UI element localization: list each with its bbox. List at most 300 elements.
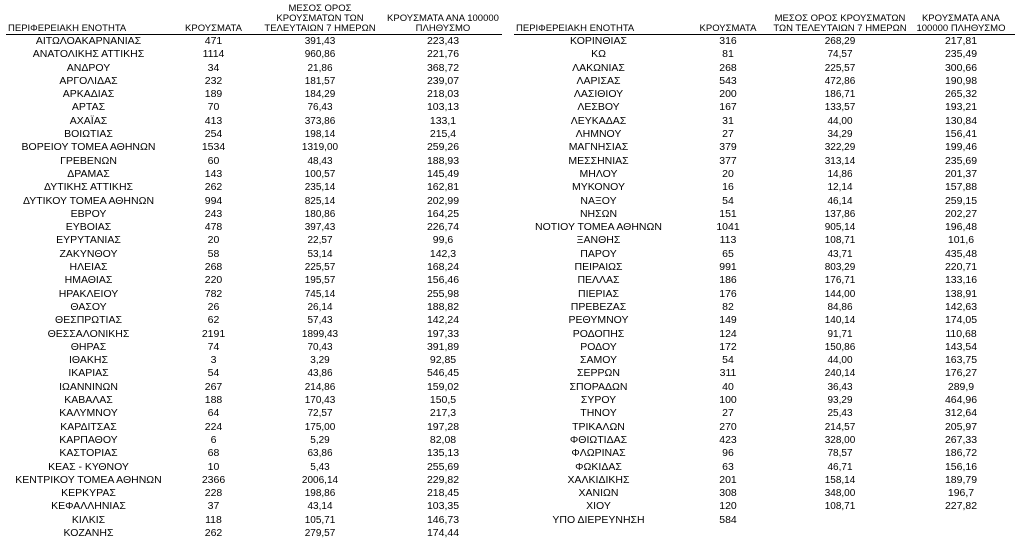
cell-cases: 268: [204, 261, 223, 274]
cell-cases: 6: [210, 433, 217, 446]
cell-per100k: 255,69: [426, 460, 460, 473]
cell-area: ΚΕΦΑΛΛΗΝΙΑΣ: [51, 500, 126, 513]
cell-per100k: 218,03: [426, 88, 460, 101]
cell-avg7: 240,14: [824, 368, 856, 380]
cell-avg7: 181,57: [304, 75, 336, 87]
table-row: [514, 301, 1015, 314]
cell-per100k: 145,49: [426, 167, 460, 180]
cell-area: ΠΡΕΒΕΖΑΣ: [570, 300, 627, 313]
table-row: [514, 35, 1015, 49]
cell-per100k: 223,43: [426, 35, 460, 47]
table-row: [6, 514, 502, 527]
cell-cases: 262: [204, 526, 223, 539]
cell-area: ΚΕΡΚΥΡΑΣ: [61, 487, 116, 500]
cell-cases: 74: [207, 340, 220, 353]
cell-per100k: 110,68: [945, 327, 977, 340]
cell-avg7: 391,43: [304, 36, 336, 47]
cell-avg7: 198,14: [304, 129, 336, 141]
cell-avg7: 825,14: [304, 195, 336, 207]
cell-avg7: 70,43: [307, 341, 333, 353]
cell-area: ΤΡΙΚΑΛΩΝ: [572, 420, 625, 433]
cell-area: ΣΕΡΡΩΝ: [577, 367, 620, 380]
cell-avg7: 186,71: [824, 89, 856, 101]
cell-area: ΓΡΕΒΕΝΩΝ: [60, 154, 117, 167]
cell-area: ΦΛΩΡΙΝΑΣ: [571, 447, 626, 460]
cell-area: ΙΘΑΚΗΣ: [69, 354, 108, 367]
table-row: [6, 500, 502, 513]
cell-per100k: 188,82: [426, 300, 460, 313]
cell-cases: 991: [719, 261, 737, 274]
table-row: [6, 341, 502, 354]
cell-cases: 172: [719, 340, 737, 353]
cell-cases: 65: [722, 247, 734, 260]
cell-avg7: 44,00: [827, 115, 853, 127]
table-row: [514, 195, 1015, 208]
cell-per100k: 157,88: [944, 181, 978, 194]
cell-area: ΜΗΛΟΥ: [579, 167, 618, 180]
cell-area: ΕΥΒΟΙΑΣ: [65, 221, 112, 234]
cell-cases: 994: [204, 194, 223, 207]
cell-avg7: 105,71: [304, 514, 336, 526]
table-row: [6, 527, 502, 540]
cell-cases: 176: [719, 287, 737, 300]
cell-cases: 40: [722, 380, 734, 393]
cell-per100k: 82,08: [429, 433, 457, 446]
cell-cases: 379: [719, 141, 737, 154]
cell-area: ΦΩΚΙΔΑΣ: [575, 460, 622, 473]
table-row: [6, 88, 502, 101]
cell-cases: 10: [207, 460, 220, 473]
cell-cases: 478: [204, 221, 223, 234]
cell-area: ΗΜΑΘΙΑΣ: [64, 274, 113, 287]
cell-area: ΝΑΞΟΥ: [580, 194, 617, 207]
table-row: [6, 208, 502, 221]
table-row: [514, 234, 1015, 247]
table-row: [514, 500, 1015, 513]
table-row: [6, 288, 502, 301]
table-row: [6, 301, 502, 314]
cell-avg7: 235,14: [304, 182, 336, 194]
cell-cases: 113: [719, 234, 737, 247]
cell-per100k: [907, 514, 1015, 527]
cell-per100k: 259,15: [944, 194, 978, 207]
cell-area: ΘΕΣΣΑΛΟΝΙΚΗΣ: [47, 327, 130, 340]
cell-avg7: 34,29: [827, 129, 853, 141]
cell-cases: 1041: [716, 221, 740, 234]
cell-avg7: 745,14: [304, 288, 336, 300]
cell-avg7: 176,71: [824, 275, 856, 287]
table-row: [6, 261, 502, 274]
table-row: [6, 314, 502, 327]
header-cases: ΚΡΟΥΣΜΑΤΑ: [699, 23, 757, 34]
cell-avg7: 225,57: [824, 62, 856, 74]
cell-cases: 316: [719, 35, 737, 47]
cell-per100k: 197,33: [426, 327, 460, 340]
header-per100k: ΚΡΟΥΣΜΑΤΑ ΑΝΑ 100000 ΠΛΗΘΥΣΜΟ: [387, 13, 499, 34]
cell-per100k: 135,13: [426, 447, 460, 460]
cell-area: ΙΚΑΡΙΑΣ: [68, 367, 109, 380]
cell-per100k: 196,48: [944, 221, 978, 234]
cell-cases: 270: [719, 420, 737, 433]
cell-avg7: 12,14: [827, 182, 853, 194]
cell-cases: 2366: [201, 473, 226, 486]
table-row: [6, 274, 502, 287]
table-row: [514, 128, 1015, 141]
cell-cases: 377: [719, 154, 737, 167]
cell-per100k: 188,93: [426, 154, 460, 167]
table-row: [6, 75, 502, 88]
cell-avg7: 180,86: [304, 208, 336, 220]
table-row: [6, 115, 502, 128]
table-row: [514, 447, 1015, 460]
cell-area: ΚΩ: [591, 48, 606, 61]
table-row: [6, 381, 502, 394]
cell-area: ΣΥΡΟΥ: [580, 394, 617, 407]
cell-avg7: 43,71: [827, 248, 853, 260]
cell-avg7: 2006,14: [301, 474, 339, 486]
cell-cases: 60: [207, 154, 220, 167]
cell-area: ΔΥΤΙΚΗΣ ΑΤΤΙΚΗΣ: [43, 181, 134, 194]
cell-avg7: 322,29: [824, 142, 856, 154]
cell-cases: 62: [207, 314, 220, 327]
cell-cases: 268: [719, 61, 737, 74]
cell-avg7: 108,71: [824, 501, 856, 513]
cell-avg7: 63,86: [307, 448, 333, 460]
table-row: [514, 381, 1015, 394]
cell-avg7: 43,86: [307, 368, 333, 380]
cell-per100k: 142,24: [426, 314, 460, 327]
cell-area: ΚΑΡΔΙΤΣΑΣ: [60, 420, 117, 433]
cell-avg7: 140,14: [824, 315, 856, 327]
cell-avg7: 348,00: [824, 488, 856, 500]
cases-table-right: [514, 0, 1015, 527]
cell-avg7: 21,86: [307, 62, 333, 74]
cell-avg7: [773, 514, 907, 527]
cell-per100k: 150,5: [429, 394, 457, 407]
cell-avg7: 1319,00: [301, 142, 339, 154]
cell-per100k: 289,9: [947, 380, 975, 393]
table-row: [514, 155, 1015, 168]
table-row: [6, 248, 502, 261]
table-row: [514, 274, 1015, 287]
table-row: [6, 62, 502, 75]
table-row: [6, 447, 502, 460]
cell-avg7: 144,00: [824, 288, 856, 300]
table-row: [6, 407, 502, 420]
cell-area: ΕΒΡΟΥ: [70, 207, 107, 220]
table-row: [6, 434, 502, 447]
table-row: [514, 115, 1015, 128]
cell-per100k: 229,82: [426, 473, 460, 486]
cell-cases: 1114: [202, 48, 225, 61]
cell-cases: 26: [207, 300, 220, 313]
table-row: [514, 48, 1015, 61]
cell-area: ΧΑΛΚΙΔΙΚΗΣ: [567, 473, 630, 486]
cell-avg7: 46,71: [827, 461, 853, 473]
cell-cases: 63: [722, 460, 734, 473]
cell-area: ΖΑΚΥΝΘΟΥ: [59, 247, 118, 260]
table-row: [6, 48, 502, 61]
table-row: [514, 248, 1015, 261]
header-per100k: ΚΡΟΥΣΜΑΤΑ ΑΝΑ 100000 ΠΛΗΘΥΣΜΟ: [916, 13, 1006, 34]
cell-cases: 82: [722, 300, 734, 313]
cell-per100k: 168,24: [426, 261, 460, 274]
cell-avg7: 328,00: [824, 434, 856, 446]
table-row: [6, 234, 502, 247]
cell-avg7: 108,71: [824, 235, 856, 247]
cell-avg7: 57,43: [307, 315, 333, 327]
cell-per100k: 215,4: [429, 128, 457, 141]
cell-per100k: 546,45: [426, 367, 460, 380]
cell-cases: 54: [207, 367, 220, 380]
table-body-left: [6, 35, 502, 541]
cell-avg7: 198,86: [304, 488, 336, 500]
table-row: [514, 288, 1015, 301]
cell-cases: 54: [722, 354, 734, 367]
table-row: [6, 474, 502, 487]
table-row: [514, 394, 1015, 407]
cell-per100k: 99,6: [432, 234, 454, 247]
cell-per100k: 130,84: [944, 114, 978, 127]
cell-per100k: 235,69: [944, 154, 978, 167]
table-row: [514, 168, 1015, 181]
cell-area: ΞΑΝΘΗΣ: [576, 234, 621, 247]
cell-cases: 64: [207, 407, 220, 420]
cell-cases: 188: [204, 394, 223, 407]
cell-cases: 27: [722, 128, 734, 141]
cell-area: ΘΕΣΠΡΩΤΙΑΣ: [55, 314, 122, 327]
cell-per100k: 220,71: [944, 261, 978, 274]
cell-cases: 37: [207, 500, 220, 513]
table-row: [514, 354, 1015, 367]
table-row: [514, 434, 1015, 447]
table-row: [6, 35, 502, 49]
cell-per100k: 267,33: [944, 433, 978, 446]
cell-cases: 167: [719, 101, 737, 114]
cell-area: ΚΑΣΤΟΡΙΑΣ: [59, 447, 118, 460]
cell-avg7: 36,43: [827, 381, 853, 393]
cell-cases: 413: [204, 114, 223, 127]
cell-cases: 100: [719, 394, 737, 407]
cell-cases: 118: [205, 513, 222, 526]
table-row: [6, 168, 502, 181]
cases-table-left: [6, 0, 502, 540]
cell-per100k: 435,48: [944, 247, 978, 260]
table-row: [514, 328, 1015, 341]
cell-cases: 2191: [201, 327, 226, 340]
cell-avg7: 5,29: [310, 434, 330, 446]
cell-per100k: 197,28: [426, 420, 460, 433]
cell-per100k: 193,21: [944, 101, 978, 114]
cell-per100k: 221,76: [426, 48, 460, 61]
cell-per100k: 202,27: [944, 207, 978, 220]
table-row: [6, 155, 502, 168]
cell-avg7: 26,14: [307, 301, 333, 313]
cell-per100k: 218,45: [426, 487, 460, 500]
cell-area: ΝΗΣΩΝ: [579, 207, 618, 220]
cell-cases: 189: [204, 88, 223, 101]
cell-per100k: 265,32: [944, 88, 978, 101]
cell-cases: 262: [204, 181, 223, 194]
cell-area: ΘΗΡΑΣ: [70, 340, 107, 353]
table-row: [514, 181, 1015, 194]
cell-cases: 584: [719, 513, 737, 526]
cell-cases: 311: [719, 367, 737, 380]
cell-cases: 200: [719, 88, 737, 101]
cell-area: ΠΕΛΛΑΣ: [577, 274, 620, 287]
cell-cases: 20: [722, 167, 734, 180]
table-row: [6, 421, 502, 434]
table-row: [514, 461, 1015, 474]
cell-per100k: 196,7: [947, 487, 975, 500]
cell-cases: 16: [722, 181, 734, 194]
cell-cases: 228: [204, 487, 223, 500]
cell-avg7: 158,14: [824, 474, 856, 486]
cell-avg7: 472,86: [824, 75, 856, 87]
cell-cases: 149: [719, 314, 737, 327]
cell-area: ΕΥΡΥΤΑΝΙΑΣ: [56, 234, 121, 247]
cell-avg7: 373,86: [304, 115, 336, 127]
cell-avg7: 78,57: [827, 448, 853, 460]
cell-area: ΑΝΔΡΟΥ: [66, 61, 111, 74]
table-row: [514, 474, 1015, 487]
cell-per100k: 391,89: [426, 340, 460, 353]
cell-area: ΣΑΜΟΥ: [579, 354, 618, 367]
cell-per100k: 142,63: [944, 300, 978, 313]
cell-area: ΛΕΥΚΑΔΑΣ: [570, 114, 627, 127]
cell-avg7: 91,71: [827, 328, 853, 340]
cell-area: ΧΑΝΙΩΝ: [578, 487, 619, 500]
table-row: [6, 328, 502, 341]
cell-per100k: 202,99: [426, 194, 460, 207]
table-row: [514, 141, 1015, 154]
table-row: [514, 261, 1015, 274]
table-row: [514, 487, 1015, 500]
cell-per100k: 255,98: [426, 287, 460, 300]
table-row: [6, 101, 502, 114]
cell-area: ΑΡΚΑΔΙΑΣ: [62, 88, 115, 101]
cell-cases: 782: [204, 287, 223, 300]
cell-avg7: 53,14: [307, 248, 333, 260]
cell-avg7: 84,86: [827, 301, 853, 313]
cell-per100k: 174,05: [944, 314, 978, 327]
cell-area: ΒΟΡΕΙΟΥ ΤΟΜΕΑ ΑΘΗΝΩΝ: [21, 141, 156, 154]
cell-area: ΚΑΒΑΛΑΣ: [64, 394, 113, 407]
cell-cases: 120: [719, 500, 737, 513]
cell-area: ΛΕΣΒΟΥ: [577, 101, 620, 114]
cell-cases: 186: [719, 274, 737, 287]
cell-avg7: 43,14: [307, 501, 333, 513]
cell-cases: 143: [204, 167, 223, 180]
cell-area: ΡΕΘΥΜΝΟΥ: [568, 314, 629, 327]
table-row: [6, 354, 502, 367]
cell-cases: 34: [207, 61, 220, 74]
cell-avg7: 76,43: [307, 102, 333, 114]
cell-area: ΚΕΝΤΡΙΚΟΥ ΤΟΜΕΑ ΑΘΗΝΩΝ: [15, 473, 162, 486]
cell-per100k: 205,97: [944, 420, 978, 433]
cell-avg7: 225,57: [304, 262, 336, 274]
table-row: [6, 221, 502, 234]
cell-per100k: 217,81: [944, 35, 978, 47]
cell-per100k: 189,79: [944, 473, 978, 486]
cell-cases: 96: [722, 447, 734, 460]
cell-avg7: 46,14: [827, 195, 853, 207]
cell-cases: 20: [207, 234, 220, 247]
cell-cases: 151: [719, 207, 737, 220]
cell-avg7: 214,86: [304, 381, 336, 393]
table-row: [514, 62, 1015, 75]
cell-avg7: 93,29: [827, 395, 853, 407]
header-row: [514, 0, 1015, 35]
cell-cases: 124: [719, 327, 737, 340]
cell-cases: 423: [719, 433, 737, 446]
cell-avg7: 184,29: [304, 89, 336, 101]
header-row: [6, 0, 502, 35]
cell-avg7: 268,29: [824, 36, 856, 47]
cell-per100k: 368,72: [426, 61, 460, 74]
cell-area: ΚΙΛΚΙΣ: [71, 513, 106, 526]
cell-per100k: 101,6: [947, 234, 975, 247]
cell-per100k: 227,82: [944, 500, 978, 513]
cell-area: ΡΟΔΟΥ: [580, 340, 617, 353]
cell-area: ΚΟΡΙΝΘΙΑΣ: [570, 35, 627, 47]
cell-area: ΦΘΙΩΤΙΔΑΣ: [569, 433, 628, 446]
cell-per100k: 162,81: [426, 181, 460, 194]
header-area: ΠΕΡΙΦΕΡΕΙΑΚΗ ΕΝΟΤΗΤΑ: [8, 23, 127, 34]
cell-area: ΠΕΙΡΑΙΩΣ: [574, 261, 623, 274]
cell-per100k: 133,1: [429, 114, 457, 127]
cell-cases: 70: [207, 101, 220, 114]
cell-per100k: 156,41: [944, 128, 978, 141]
cell-area: ΜΥΚΟΝΟΥ: [571, 181, 625, 194]
cell-per100k: 199,46: [944, 141, 978, 154]
table-row: [6, 461, 502, 474]
cell-per100k: 159,02: [426, 380, 460, 393]
cell-per100k: 156,16: [944, 460, 978, 473]
cell-avg7: 214,57: [824, 421, 856, 433]
cell-cases: 3: [210, 354, 217, 367]
header-avg7: ΜΕΣΟΣ ΟΡΟΣ ΚΡΟΥΣΜΑΤΩΝ ΤΩΝ ΤΕΛΕΥΤΑΙΩΝ 7 ΗΜΕΡΩΝ: [773, 13, 907, 34]
table-row: [514, 75, 1015, 88]
cell-avg7: 960,86: [304, 49, 336, 61]
table-row: [6, 487, 502, 500]
cell-per100k: 190,98: [944, 74, 978, 87]
cell-area: ΛΑΡΙΣΑΣ: [576, 74, 621, 87]
cell-area: ΑΧΑΪΑΣ: [69, 114, 108, 127]
table-row: [6, 394, 502, 407]
cell-cases: 543: [719, 74, 737, 87]
cell-avg7: 313,14: [824, 155, 856, 167]
cell-avg7: 397,43: [304, 222, 336, 234]
cell-area: ΠΙΕΡΙΑΣ: [578, 287, 619, 300]
cell-cases: 224: [204, 420, 223, 433]
header-avg7: ΜΕΣΟΣ ΟΡΟΣ ΚΡΟΥΣΜΑΤΩΝ ΤΩΝ ΤΕΛΕΥΤΑΙΩΝ 7 ΗΜΕΡΩΝ: [264, 3, 376, 34]
cell-per100k: 103,35: [426, 500, 460, 513]
cell-cases: 58: [207, 247, 220, 260]
cell-area: ΚΑΛΥΜΝΟΥ: [59, 407, 118, 420]
cell-area: ΤΗΝΟΥ: [580, 407, 617, 420]
cell-per100k: 201,37: [944, 167, 978, 180]
table-row: [514, 101, 1015, 114]
cell-avg7: 14,86: [827, 168, 853, 180]
cell-area: ΛΗΜΝΟΥ: [575, 128, 622, 141]
cell-area: ΜΕΣΣΗΝΙΑΣ: [568, 154, 629, 167]
cell-avg7: 5,43: [310, 461, 330, 473]
cell-avg7: 195,57: [304, 275, 336, 287]
cell-area: ΑΝΑΤΟΛΙΚΗΣ ΑΤΤΙΚΗΣ: [32, 48, 145, 61]
cell-per100k: 163,75: [944, 354, 978, 367]
cell-avg7: 137,86: [824, 208, 856, 220]
